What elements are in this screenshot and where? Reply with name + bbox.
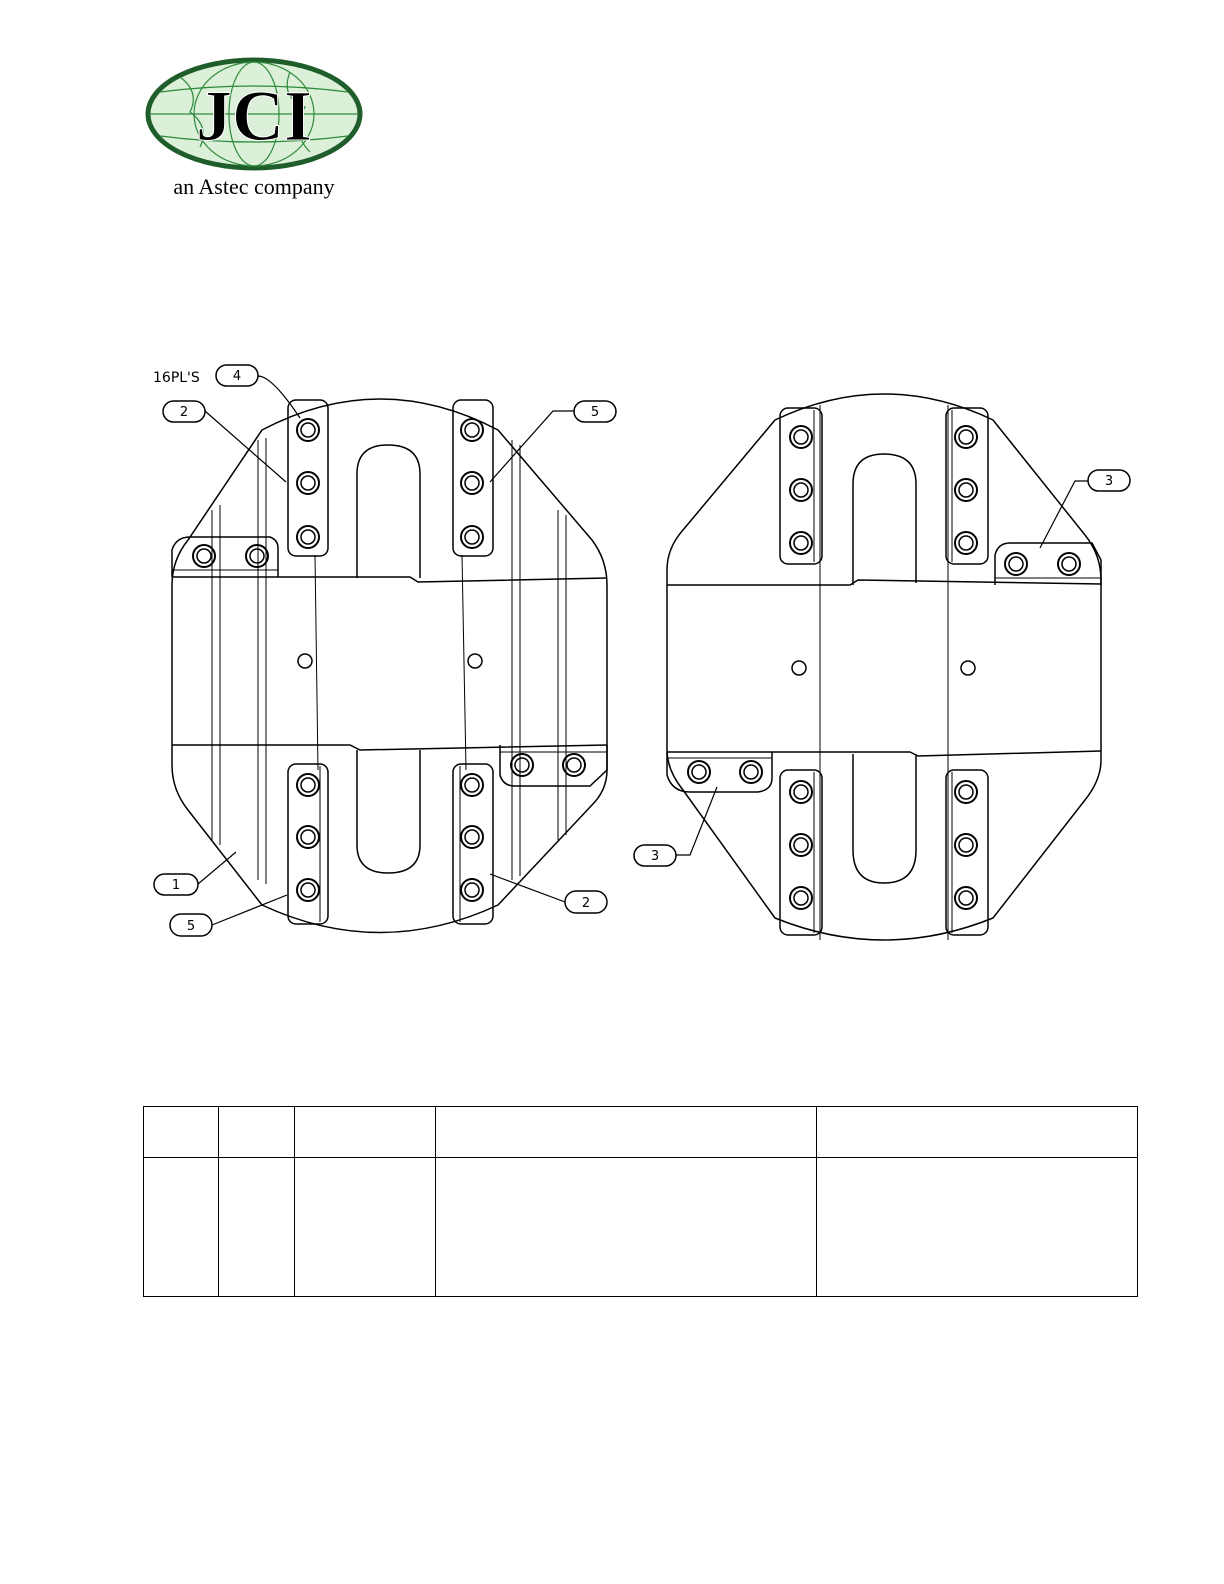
right-tab-upper [995, 543, 1101, 585]
svg-text:5: 5 [590, 405, 600, 420]
bolt [563, 754, 585, 776]
svg-text:5: 5 [186, 919, 196, 934]
svg-text:3: 3 [1104, 474, 1114, 489]
callout-5-top [574, 401, 616, 422]
bolt [297, 526, 319, 548]
right-bottom-slot [853, 754, 916, 883]
header-cell [436, 1107, 817, 1158]
callout-3-bottom [634, 845, 676, 866]
left-tab-lower [500, 745, 607, 786]
left-bottom-slot [357, 750, 420, 873]
pin-hole [961, 661, 975, 675]
bolt [297, 774, 319, 796]
bolt [790, 834, 812, 856]
header-cell [144, 1107, 219, 1158]
bolt [790, 781, 812, 803]
bolt [461, 826, 483, 848]
left-view [153, 365, 616, 936]
bolt [297, 419, 319, 441]
bolt [297, 879, 319, 901]
pin-hole [468, 654, 482, 668]
callout-3-top [1088, 470, 1130, 491]
left-top-slot [357, 445, 420, 578]
svg-text:3: 3 [650, 849, 660, 864]
right-view [634, 394, 1130, 940]
bolt [790, 887, 812, 909]
right-bolts [688, 426, 1080, 909]
logo-tagline: an Astec company [173, 174, 335, 199]
left-rails [212, 438, 566, 884]
table-cell [817, 1158, 1138, 1297]
bolt [740, 761, 762, 783]
right-plate-outline [667, 394, 1101, 940]
header-cell [295, 1107, 436, 1158]
bolt [955, 834, 977, 856]
left-band [172, 555, 607, 770]
svg-text:2: 2 [581, 896, 591, 911]
table-cell [144, 1158, 219, 1297]
logo-brand: JCI [195, 76, 313, 156]
bolt [1005, 553, 1027, 575]
bolt [790, 479, 812, 501]
bolt [790, 532, 812, 554]
right-top-slot [853, 454, 916, 585]
table-row [144, 1158, 1138, 1297]
bolt [461, 774, 483, 796]
bolt [955, 532, 977, 554]
pin-hole [792, 661, 806, 675]
bolt [790, 426, 812, 448]
callout-2-bottom [565, 891, 607, 913]
bolt [511, 754, 533, 776]
bolt [461, 526, 483, 548]
left-leaders [198, 376, 574, 925]
bolt [955, 781, 977, 803]
right-leaders [676, 481, 1088, 855]
table-cell [436, 1158, 817, 1297]
header-cell [219, 1107, 295, 1158]
bolt [1058, 553, 1080, 575]
table-cell [219, 1158, 295, 1297]
callout-1 [154, 874, 198, 895]
technical-drawing [0, 340, 1224, 980]
svg-text:2: 2 [179, 405, 189, 420]
callout-4 [216, 365, 258, 386]
svg-text:4: 4 [232, 369, 242, 384]
callout-2-top [163, 401, 205, 422]
left-bolts [193, 419, 585, 901]
bolt [461, 472, 483, 494]
table-header-row [144, 1107, 1138, 1158]
bolt [246, 545, 268, 567]
parts-table [143, 1106, 1138, 1297]
left-plate-outline [172, 399, 607, 933]
bolt [297, 826, 319, 848]
svg-text:1: 1 [171, 878, 181, 893]
bolt [955, 479, 977, 501]
jci-logo [140, 52, 370, 212]
bolt [461, 419, 483, 441]
quantity-note: 16PL'S [153, 370, 200, 386]
bolt [955, 426, 977, 448]
table-cell [295, 1158, 436, 1297]
bolt [688, 761, 710, 783]
bolt [297, 472, 319, 494]
bolt [461, 879, 483, 901]
pin-hole [298, 654, 312, 668]
bolt [955, 887, 977, 909]
right-band [667, 405, 1101, 940]
callout-5-bottom [170, 914, 212, 936]
bolt [193, 545, 215, 567]
left-tab-upper [172, 537, 278, 577]
header-cell [817, 1107, 1138, 1158]
